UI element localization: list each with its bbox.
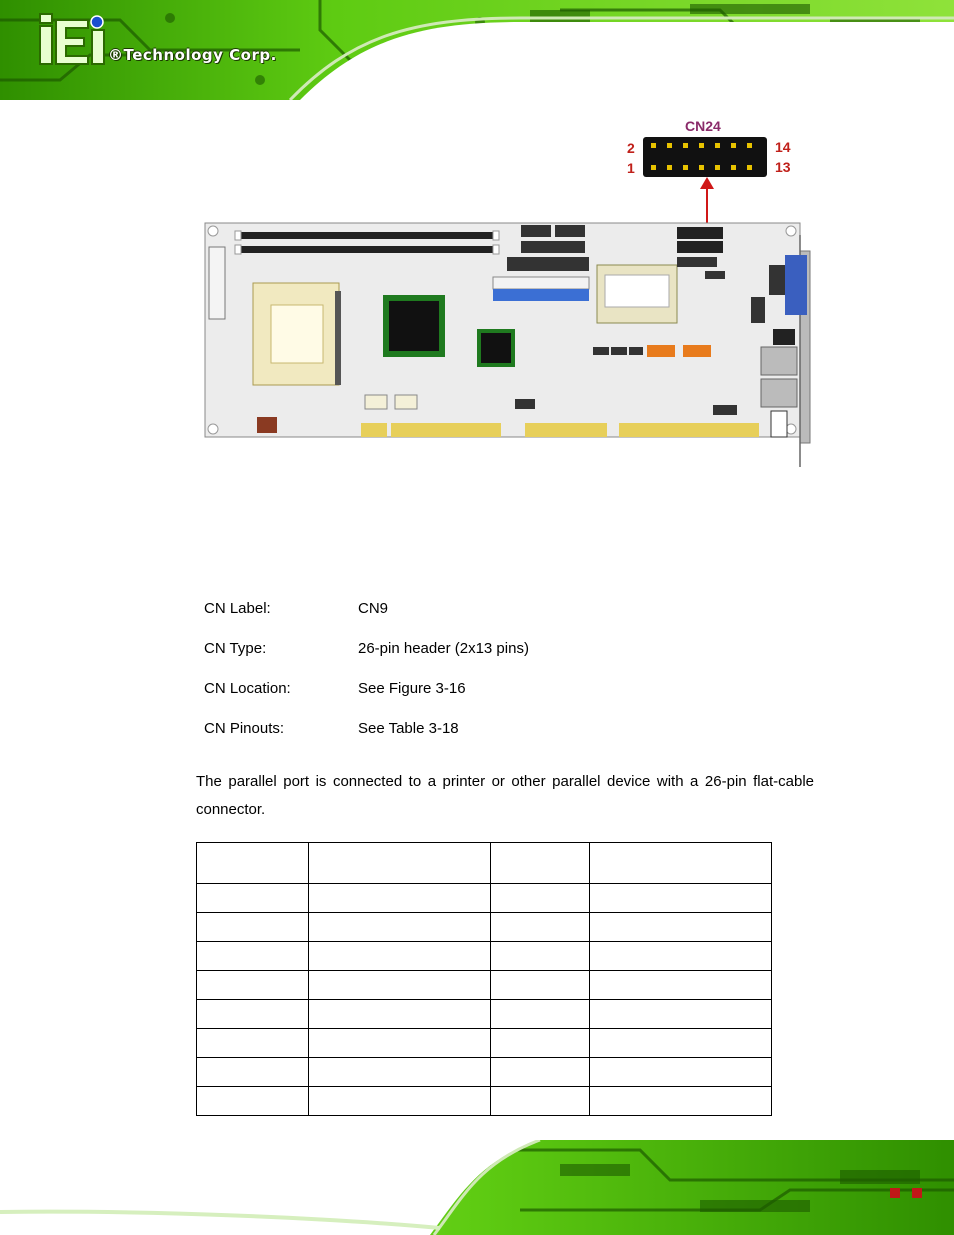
page-footer-banner [0,1140,954,1235]
table-header-cell [491,843,590,884]
spec-value: See Table 3-18 [358,720,459,737]
motherboard-diagram [195,115,835,475]
spec-row-label [204,600,764,620]
table-row [197,884,772,913]
table-cell [197,1029,309,1058]
circuit-board-footer-graphic [0,1140,954,1235]
table-cell [309,971,491,1000]
spec-row-type [204,640,764,660]
table-cell [491,942,590,971]
table-row [197,1029,772,1058]
table-cell [491,1087,590,1116]
pin-number-top-left: 2 [627,140,635,156]
table-row [197,942,772,971]
table-cell [309,1087,491,1116]
spec-row-pinouts [204,720,764,740]
table-cell [197,971,309,1000]
table-cell [491,913,590,942]
spec-key: CN Location: [204,680,291,697]
table-cell [491,971,590,1000]
table-cell [491,1000,590,1029]
table-cell [197,884,309,913]
brand-wordmark: ®Technology Corp. [108,46,277,64]
table-cell [491,1029,590,1058]
table-cell [590,1029,772,1058]
description-paragraph [196,768,814,824]
page-header-banner [0,0,954,100]
table-cell [197,942,309,971]
table-cell [197,913,309,942]
spec-row-location [204,680,764,700]
table-header-cell [590,843,772,884]
pointer-arrow-icon [700,177,714,189]
paragraph-line: connector. [196,801,266,818]
board-figure [195,115,835,475]
table-cell [309,1000,491,1029]
table-header-row [197,843,772,884]
table-cell [590,913,772,942]
paragraph-line: The parallel port is connected to a printer or other parallel device with a 26-pin flat-cable [196,773,814,790]
table-cell [590,1000,772,1029]
table-cell [197,1087,309,1116]
table-cell [309,913,491,942]
table-cell [309,884,491,913]
table-header-cell [197,843,309,884]
pin-number-bottom-left: 1 [627,160,635,176]
table-cell [309,942,491,971]
table-cell [590,1087,772,1116]
spec-key: CN Type: [204,640,267,657]
table-cell [309,1058,491,1087]
table-cell [197,1000,309,1029]
spec-value: 26-pin header (2x13 pins) [358,640,529,657]
table-cell [197,1058,309,1087]
table-header-cell [309,843,491,884]
table-cell [491,884,590,913]
table-row [197,1087,772,1116]
spec-key: CN Pinouts: [204,720,285,737]
spec-value: See Figure 3-16 [358,680,466,697]
table-cell [590,1058,772,1087]
iei-logo-icon [40,14,104,64]
table-cell [590,942,772,971]
table-row [197,971,772,1000]
pin-number-top-right: 14 [775,139,791,155]
connector-label: CN24 [685,118,721,134]
table-row [197,1000,772,1029]
table-cell [590,971,772,1000]
table-row [197,913,772,942]
table-cell [309,1029,491,1058]
table-cell [491,1058,590,1087]
table-cell [590,884,772,913]
pinout-table [196,842,772,1116]
spec-key: CN Label: [204,600,271,617]
table-row [197,1058,772,1087]
spec-value: CN9 [358,600,389,617]
pin-number-bottom-right: 13 [775,159,791,175]
